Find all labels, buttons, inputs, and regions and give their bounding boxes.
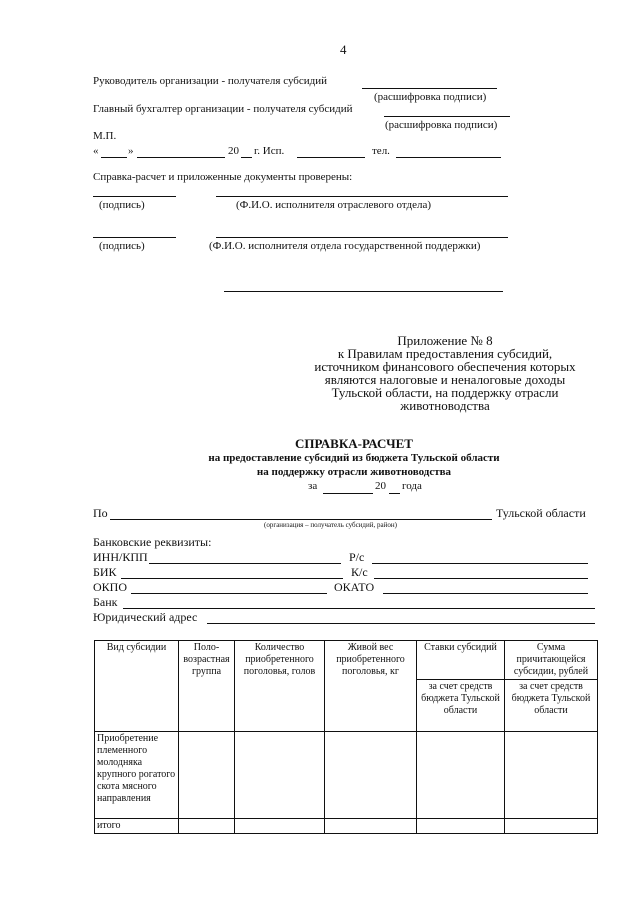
address-label: Юридический адрес xyxy=(93,610,198,624)
separator-line xyxy=(224,291,503,292)
seal-label: М.П. xyxy=(93,130,117,142)
bank-heading: Банковские реквизиты: xyxy=(93,535,212,549)
inn-field[interactable] xyxy=(149,563,341,564)
year-suffix: г. Исп. xyxy=(254,145,285,157)
header-amount: Сумма причитающейся субсидии, рублей xyxy=(505,641,598,680)
head-signature-line[interactable] xyxy=(362,88,497,89)
total-weight-cell[interactable] xyxy=(325,819,417,834)
date-month-field[interactable] xyxy=(137,157,225,158)
verification-name1-line[interactable] xyxy=(216,196,508,197)
accountant-label: Главный бухгалтер организации - получателя субсидий xyxy=(93,103,353,115)
phone-field[interactable] xyxy=(396,157,501,158)
appendix-line-2: к Правилам предоставления субсидий, xyxy=(337,346,553,361)
period-prefix: за xyxy=(308,480,318,492)
year-field[interactable] xyxy=(241,157,252,158)
inn-label: ИНН/КПП xyxy=(93,550,148,564)
row-quantity-cell[interactable] xyxy=(235,732,325,819)
date-open-quote: « xyxy=(93,145,99,157)
table-header-row xyxy=(95,641,598,680)
total-rate-cell[interactable] xyxy=(417,819,505,834)
verification-name2-caption: (Ф.И.О. исполнителя отдела государственной поддержки) xyxy=(209,240,481,252)
bank-name-label: Банк xyxy=(93,595,118,609)
header-quantity: Количество приобретенного поголовья, голов xyxy=(235,641,325,732)
appendix-line-3: источником финансового обеспечения которых xyxy=(314,359,576,374)
header-weight: Живой вес приобретенного поголовья, кг xyxy=(325,641,417,732)
table-total-row xyxy=(95,819,598,834)
appendix-line-5: Тульской области, на поддержку отрасли xyxy=(331,385,559,400)
rs-label: Р/с xyxy=(349,550,365,564)
verification-text: Справка-расчет и приложенные документы проверены: xyxy=(93,171,353,183)
verification-sign2-line[interactable] xyxy=(93,237,176,238)
table-row xyxy=(95,732,598,819)
accountant-signature-line[interactable] xyxy=(384,116,510,117)
recipient-field[interactable] xyxy=(110,519,492,520)
header-subsidy-type: Вид субсидии xyxy=(95,641,179,732)
okato-field[interactable] xyxy=(383,593,588,594)
bank-name-field[interactable] xyxy=(123,608,595,609)
verification-sign1-line[interactable] xyxy=(93,196,176,197)
total-amount-cell[interactable] xyxy=(505,819,598,834)
okato-label: ОКАТО xyxy=(334,580,375,594)
bik-field[interactable] xyxy=(121,578,343,579)
ks-field[interactable] xyxy=(374,578,588,579)
appendix-line-4: являются налоговые и неналоговые доходы xyxy=(324,372,566,387)
recipient-prefix: По xyxy=(93,506,108,520)
recipient-caption: (организация – получатель субсидий, район) xyxy=(264,521,397,529)
address-field[interactable] xyxy=(207,623,595,624)
period-year: 20 xyxy=(375,480,386,492)
row-rate-cell[interactable] xyxy=(417,732,505,819)
year-prefix: 20 xyxy=(228,145,239,157)
period-year-field[interactable] xyxy=(389,493,400,494)
period-suffix: года xyxy=(402,480,422,492)
page-number: 4 xyxy=(340,42,347,57)
recipient-suffix: Тульской области xyxy=(496,506,586,520)
verification-sign1-caption: (подпись) xyxy=(99,199,145,211)
okpo-field[interactable] xyxy=(131,593,327,594)
row-amount-cell[interactable] xyxy=(505,732,598,819)
document-subtitle-2: на поддержку отрасли животноводства xyxy=(256,466,452,478)
verification-sign2-caption: (подпись) xyxy=(99,240,145,252)
period-field[interactable] xyxy=(323,493,373,494)
row-weight-cell[interactable] xyxy=(325,732,417,819)
verification-name1-caption: (Ф.И.О. исполнителя отраслевого отдела) xyxy=(236,199,432,211)
subsidy-table xyxy=(94,640,598,834)
row-subsidy-type: Приобретение племенного молодняка крупного рогатого скота мясного направления xyxy=(95,732,179,819)
ks-label: К/с xyxy=(351,565,368,579)
header-age-group: Поло-возрастная группа xyxy=(179,641,235,732)
appendix-line-6: животноводства xyxy=(400,398,490,413)
total-quantity-cell[interactable] xyxy=(235,819,325,834)
total-age-group-cell[interactable] xyxy=(179,819,235,834)
okpo-label: ОКПО xyxy=(93,580,128,594)
document-subtitle-1: на предоставление субсидий из бюджета Тульской области xyxy=(208,452,500,464)
date-close-quote: » xyxy=(128,145,134,157)
phone-label: тел. xyxy=(372,145,390,157)
document-title: СПРАВКА-РАСЧЕТ xyxy=(295,436,413,451)
head-label: Руководитель организации - получателя субсидий xyxy=(93,75,328,87)
date-day-field[interactable] xyxy=(101,157,127,158)
head-signature-caption: (расшифровка подписи) xyxy=(374,91,487,103)
header-rates-sub: за счет средств бюджета Тульской области xyxy=(417,680,505,732)
verification-name2-line[interactable] xyxy=(216,237,508,238)
row-age-group-cell[interactable] xyxy=(179,732,235,819)
accountant-signature-caption: (расшифровка подписи) xyxy=(385,119,498,131)
header-amount-sub: за счет средств бюджета Тульской области xyxy=(505,680,598,732)
appendix-line-1: Приложение № 8 xyxy=(397,333,493,348)
rs-field[interactable] xyxy=(372,563,588,564)
total-label: итого xyxy=(95,819,179,834)
executor-field[interactable] xyxy=(297,157,365,158)
header-rates: Ставки субсидий xyxy=(417,641,505,680)
bik-label: БИК xyxy=(93,565,117,579)
